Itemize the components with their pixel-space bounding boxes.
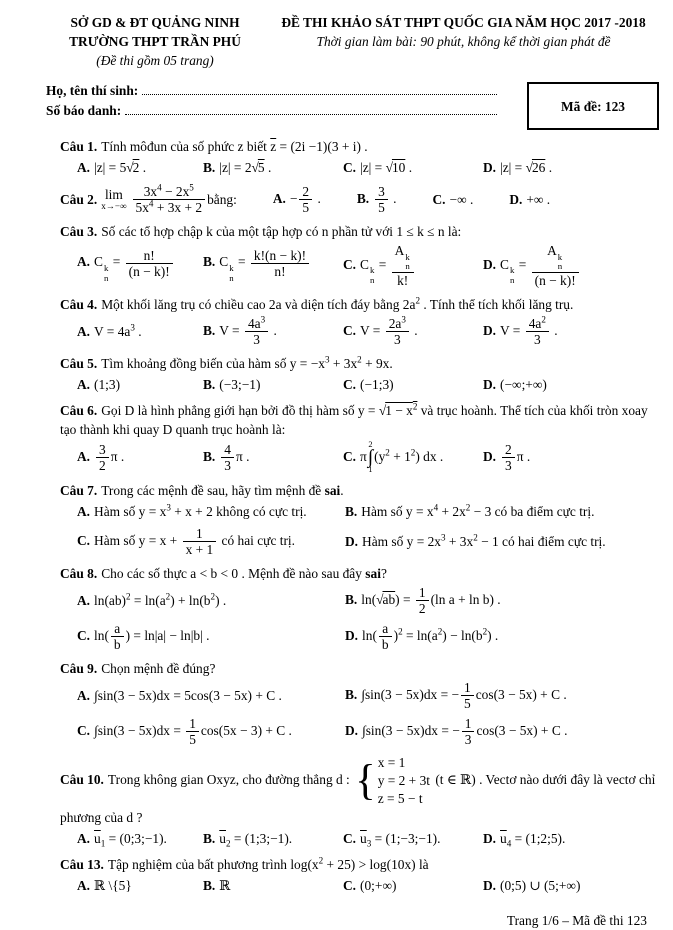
question-5	[60, 354, 659, 394]
question-text: Chọn mệnh đề đúng?	[101, 661, 216, 677]
option-b	[203, 316, 343, 347]
option-letter: C.	[343, 877, 357, 893]
option-b	[203, 829, 343, 848]
option-letter: A.	[77, 448, 91, 464]
option-letter: C.	[343, 160, 357, 176]
question-5-options	[77, 375, 659, 394]
option-letter: D.	[483, 160, 497, 176]
option-b	[203, 248, 343, 283]
option-text: $\frac{2}{3}$ π .	[500, 449, 530, 464]
option-a	[77, 248, 203, 283]
question-10	[60, 754, 659, 847]
option-text: (−3;−1)	[219, 377, 261, 393]
student-name-line	[46, 81, 499, 101]
option-c	[343, 876, 483, 895]
option-a	[77, 686, 345, 705]
question-9	[60, 659, 659, 747]
question-label: Câu 8.	[60, 566, 98, 582]
question-label: Câu 2.	[60, 192, 98, 208]
option-c	[343, 829, 483, 848]
option-letter: B.	[345, 504, 358, 520]
option-text: V = $\frac{2a^3}{3}$ .	[360, 314, 418, 348]
option-letter: B.	[203, 448, 216, 464]
option-letter: C.	[77, 628, 91, 644]
option-letter: D.	[483, 448, 497, 464]
option-b	[345, 680, 659, 711]
option-text: C k n = A k n (n − k)!	[500, 257, 581, 272]
option-text: $\overline{u}_1$ = (0;3;−1).	[94, 830, 167, 849]
option-d	[345, 716, 659, 747]
option-letter: B.	[345, 592, 358, 608]
option-letter: B.	[203, 322, 216, 338]
question-label: Câu 3.	[60, 224, 98, 240]
option-letter: A.	[272, 190, 286, 206]
option-letter: D.	[483, 256, 497, 272]
option-letter: A.	[77, 324, 91, 340]
question-8-options	[77, 585, 659, 652]
option-text: ∫sin(3 − 5x)dx = − $\frac{1}{5}$ cos(3 − 5x) + C .	[361, 680, 567, 712]
option-c	[77, 621, 345, 652]
question-7-options	[77, 502, 659, 557]
question-3	[60, 222, 659, 288]
option-letter: A.	[77, 254, 91, 270]
option-b	[203, 876, 343, 895]
option-d	[483, 876, 659, 895]
question-text: Tập nghiệm của bất phương trình $\log(x^2 + 25) > \log(10x)$ là	[107, 855, 429, 872]
exam-header	[46, 13, 659, 70]
student-id-field	[125, 114, 497, 115]
question-text: lim x→−∞ $\frac{3x^4 - 2x^5}{5x^4 + 3x + 2}$ bằng:	[101, 182, 237, 216]
question-text: Số các tổ hợp chập k của một tập hợp có n phần tử với 1 ≤ k ≤ n là:	[101, 224, 462, 240]
option-a	[77, 158, 203, 177]
option-letter: C.	[343, 322, 357, 338]
student-info-fields	[46, 81, 527, 130]
option-c	[77, 716, 345, 747]
pages-note: (Đề thi gồm 05 trang)	[96, 53, 214, 69]
option-a	[77, 322, 203, 341]
question-6-options	[77, 441, 659, 474]
option-text: |z| = √26 .	[500, 160, 553, 176]
option-d	[483, 243, 659, 288]
option-letter: A.	[77, 688, 91, 704]
question-text: Cho các số thực a < b < 0 . Mệnh đề nào sau đây sai?	[101, 566, 387, 582]
exam-code-box	[527, 82, 659, 130]
option-c	[343, 316, 483, 347]
option-letter: C.	[77, 532, 91, 548]
option-text: $V = 4a^3$ .	[94, 322, 142, 340]
question-10-options	[77, 829, 659, 848]
option-b	[357, 184, 397, 215]
option-d	[483, 316, 659, 347]
option-a	[77, 591, 345, 610]
option-c	[343, 158, 483, 177]
question-3-head	[60, 222, 659, 241]
question-13	[60, 855, 659, 895]
option-text: ∫sin(3 − 5x)dx = − $\frac{1}{3}$ cos(3 − 5x) + C .	[362, 716, 568, 748]
option-letter: A.	[77, 593, 91, 609]
option-c	[343, 243, 483, 288]
option-letter: A.	[77, 160, 91, 176]
question-3-options	[77, 243, 659, 288]
option-text: (−∞;+∞)	[500, 377, 547, 393]
option-text: Hàm số y = x + $\frac{1}{x + 1}$ có hai cực trị.	[94, 526, 295, 558]
option-letter: A.	[77, 504, 91, 520]
option-letter: D.	[483, 377, 497, 393]
option-d	[483, 829, 659, 848]
question-8	[60, 564, 659, 652]
option-letter: D.	[509, 192, 523, 208]
question-text: Trong các mệnh đề sau, hãy tìm mệnh đề sai.	[101, 483, 344, 499]
question-4-options	[77, 316, 659, 347]
option-text: $\ln(ab)^2 = \ln(a^2) + \ln(b^2)$ .	[94, 591, 227, 609]
question-text: Tìm khoảng đồng biến của hàm số $y = -x^3 + 3x^2 + 9x$.	[101, 354, 393, 372]
header-title-block	[264, 13, 659, 70]
student-info	[46, 81, 659, 130]
option-letter: C.	[343, 377, 357, 393]
question-6	[60, 401, 659, 474]
option-letter: B.	[203, 830, 216, 846]
option-b	[345, 502, 659, 521]
option-text: |z| = √10 .	[360, 160, 413, 176]
question-2	[60, 184, 659, 215]
question-label: Câu 1.	[60, 139, 98, 155]
option-letter: B.	[203, 377, 216, 393]
question-text: Một khối lăng trụ có chiều cao 2a và diện tích đáy bằng $2a^2$ . Tính thể tích khối lăng trụ.	[101, 295, 574, 313]
option-text: − $\frac{2}{5}$ .	[289, 184, 321, 216]
question-9-options	[77, 680, 659, 747]
question-4	[60, 295, 659, 347]
question-text: Trong không gian Oxyz, cho đường thẳng d : { x = 1 y = 2 + 3t z = 5 − t (t ∈ ℝ) . Vectơ nào dưới đây là vectơ chỉ phương của d ?	[60, 755, 656, 825]
option-text: Hàm số $y = x^3 + x + 2$ không có cực trị.	[94, 502, 307, 520]
question-1	[60, 137, 659, 177]
school-name: TRƯỜNG THPT TRẦN PHÚ	[69, 34, 241, 50]
option-letter: C.	[343, 256, 357, 272]
option-text: ln( $\frac{a}{b}$ )$^2 = \ln(a^2) - \ln(b^2)$ .	[362, 621, 499, 653]
option-text: ℝ \{5}	[94, 877, 132, 893]
option-text: −∞ .	[449, 192, 474, 208]
option-letter: A.	[77, 877, 91, 893]
option-letter: D.	[483, 830, 497, 846]
option-text: C k n = $\frac{n!}{(n - k)!}$	[94, 254, 175, 269]
option-d	[483, 375, 659, 394]
option-text: $\overline{u}_3$ = (1;−3;−1).	[360, 830, 441, 849]
option-text: |z| = 2√5 .	[219, 160, 272, 176]
option-letter: D.	[483, 322, 497, 338]
option-text: $\frac{4}{3}$ π .	[219, 449, 249, 464]
option-letter: B.	[203, 877, 216, 893]
question-8-head	[60, 564, 659, 583]
option-d	[345, 532, 659, 551]
option-text: (0;5) ∪ (5;+∞)	[500, 877, 581, 893]
option-text: V = $\frac{4a^2}{3}$ .	[500, 314, 558, 348]
question-label: Câu 13.	[60, 856, 104, 872]
option-a	[273, 184, 321, 215]
option-letter: C.	[343, 448, 357, 464]
question-9-head	[60, 659, 659, 678]
option-text: C k n = A k n k!	[360, 257, 416, 272]
option-text: |z| = 5√2 .	[94, 160, 147, 176]
option-text: π 2 ∫ 1 $(y^2 + 1^2)$ dx .	[360, 440, 444, 475]
option-d	[345, 621, 659, 652]
option-b	[345, 585, 659, 616]
option-text: C k n = $\frac{k!(n - k)!}{n!}$	[219, 254, 311, 269]
option-b	[203, 442, 343, 473]
student-name-field	[142, 94, 497, 95]
option-a	[77, 375, 203, 394]
option-text: ℝ	[219, 877, 231, 893]
option-letter: C.	[432, 192, 446, 208]
option-letter: B.	[203, 254, 216, 270]
option-text: $\overline{u}_4$ = (1;2;5).	[500, 830, 566, 849]
option-text: Hàm số $y = 2x^3 + 3x^2 - 1$ có hai điểm cực trị.	[362, 532, 606, 550]
question-label: Câu 9.	[60, 661, 98, 677]
option-c	[77, 526, 345, 557]
option-d	[509, 190, 550, 209]
question-6-head	[60, 401, 659, 439]
question-label: Câu 6.	[60, 403, 98, 419]
question-13-options	[77, 876, 659, 895]
option-text: +∞ .	[526, 192, 551, 208]
option-letter: B.	[356, 190, 370, 206]
page-footer	[46, 911, 659, 930]
option-text: ∫sin(3 − 5x)dx = 5cos(3 − 5x) + C .	[94, 688, 282, 704]
option-a	[77, 829, 203, 848]
question-5-head	[60, 354, 659, 373]
option-c	[433, 190, 474, 209]
exam-code: Mã đề: 123	[561, 98, 625, 114]
question-text: Gọi D là hình phẳng giới hạn bởi đồ thị hàm số $y = √1 - x^2$ và trục hoành. Thể tích của khối tròn xoay tạo thành khi quay D quanh trục hoành là:	[60, 401, 648, 438]
option-a	[77, 876, 203, 895]
option-letter: C.	[343, 830, 357, 846]
option-a	[77, 502, 345, 521]
question-7-head	[60, 481, 659, 500]
option-text: Hàm số $y = x^4 + 2x^2 - 3$ có ba điểm cực trị.	[361, 502, 595, 520]
option-letter: B.	[203, 160, 216, 176]
exam-title: ĐỀ THI KHẢO SÁT THPT QUỐC GIA NĂM HỌC 2017 -2018	[281, 15, 646, 30]
option-letter: C.	[77, 723, 91, 739]
student-id-line	[46, 101, 499, 121]
option-d	[483, 158, 659, 177]
department-name: SỞ GD & ĐT QUẢNG NINH	[70, 15, 240, 30]
option-letter: D.	[483, 877, 497, 893]
option-text: $\frac{3}{5}$ .	[373, 191, 396, 206]
question-10-head	[60, 754, 659, 826]
question-label: Câu 5.	[60, 356, 98, 372]
question-1-options	[77, 158, 659, 177]
question-7	[60, 481, 659, 557]
option-text: ln(√ab) = $\frac{1}{2}$ (ln a + ln b) .	[361, 585, 501, 617]
option-text: ln( $\frac{a}{b}$ ) = ln|a| − ln|b| .	[94, 621, 210, 653]
question-label: Câu 10.	[60, 772, 104, 788]
option-text: (1;3)	[94, 377, 121, 393]
option-letter: D.	[345, 723, 359, 739]
option-text: (0;+∞)	[360, 877, 397, 893]
option-c	[343, 441, 483, 474]
header-school-block	[46, 13, 264, 70]
option-text: $\frac{3}{2}$ π .	[94, 449, 124, 464]
option-text: $\overline{u}_2$ = (1;3;−1).	[219, 830, 293, 849]
student-name-label: Họ, tên thí sinh:	[46, 83, 139, 99]
question-label: Câu 7.	[60, 483, 98, 499]
option-letter: A.	[77, 830, 91, 846]
option-a	[77, 442, 203, 473]
option-text: ∫sin(3 − 5x)dx = $\frac{1}{5}$ cos(5x − 3) + C .	[94, 716, 292, 748]
question-1-head	[60, 137, 659, 156]
question-4-head	[60, 295, 659, 314]
option-b	[203, 158, 343, 177]
question-text: Tính môđun của số phức z biết $\overline{z} = (2i -1)(3 + i)$ .	[101, 139, 368, 155]
option-c	[343, 375, 483, 394]
option-b	[203, 375, 343, 394]
page-number: Trang 1/6 – Mã đề thi 123	[506, 912, 647, 928]
question-label: Câu 4.	[60, 297, 98, 313]
option-letter: D.	[345, 534, 359, 550]
student-id-label: Số báo danh:	[46, 103, 122, 119]
option-text: V = $\frac{4a^3}{3}$ .	[219, 314, 277, 348]
exam-time-note: Thời gian làm bài: 90 phút, không kể thời gian phát đề	[316, 34, 611, 50]
option-letter: A.	[77, 377, 91, 393]
option-d	[483, 442, 659, 473]
option-text: (−1;3)	[360, 377, 394, 393]
option-letter: B.	[345, 687, 358, 703]
option-letter: D.	[345, 628, 359, 644]
question-13-head	[60, 855, 659, 874]
